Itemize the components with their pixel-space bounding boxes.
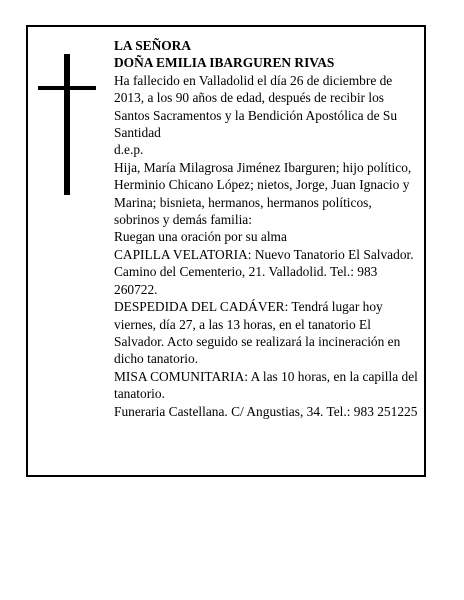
funeral-home-info: Funeraria Castellana. C/ Angustias, 34. Tel.: 983 251225 — [114, 403, 418, 419]
notice-title: LA SEÑORA — [114, 38, 192, 53]
family-list: Hija, María Milagrosa Jiménez Ibarguren; hijo político, Herminio Chicano López; nietos, Jorge, Juan Ignacio y Marina; bisnieta, hermanos, hermanos políticos, sobrinos y demás familia: — [114, 159, 412, 228]
cross-vertical-bar — [64, 54, 70, 195]
obituary-text — [114, 37, 418, 420]
death-announcement: Ha fallecido en Valladolid el día 26 de diciembre de 2013, a los 90 años de edad, después de recibir los Santos Sacramentos y la Bendición Apostólica de Su Santidad — [114, 72, 398, 141]
farewell-info: DESPEDIDA DEL CADÁVER: Tendrá lugar hoy viernes, día 27, a las 13 horas, en el tanatorio El Salvador. Acto seguido se realizará la incineración en dicho tanatorio. — [114, 299, 401, 367]
chapel-info: CAPILLA VELATORIA: Nuevo Tanatorio El Salvador. Camino del Cementerio, 21. Valladolid. Tel.: 983 260722. — [114, 246, 414, 297]
cross-horizontal-bar — [38, 86, 96, 90]
prayer-request: Ruegan una oración por su alma — [114, 229, 287, 245]
mass-info: MISA COMUNITARIA: A las 10 horas, en la capilla del tanatorio. — [114, 368, 418, 402]
rest-in-peace: d.e.p. — [114, 142, 144, 158]
deceased-name: DOÑA EMILIA IBARGUREN RIVAS — [114, 55, 335, 71]
